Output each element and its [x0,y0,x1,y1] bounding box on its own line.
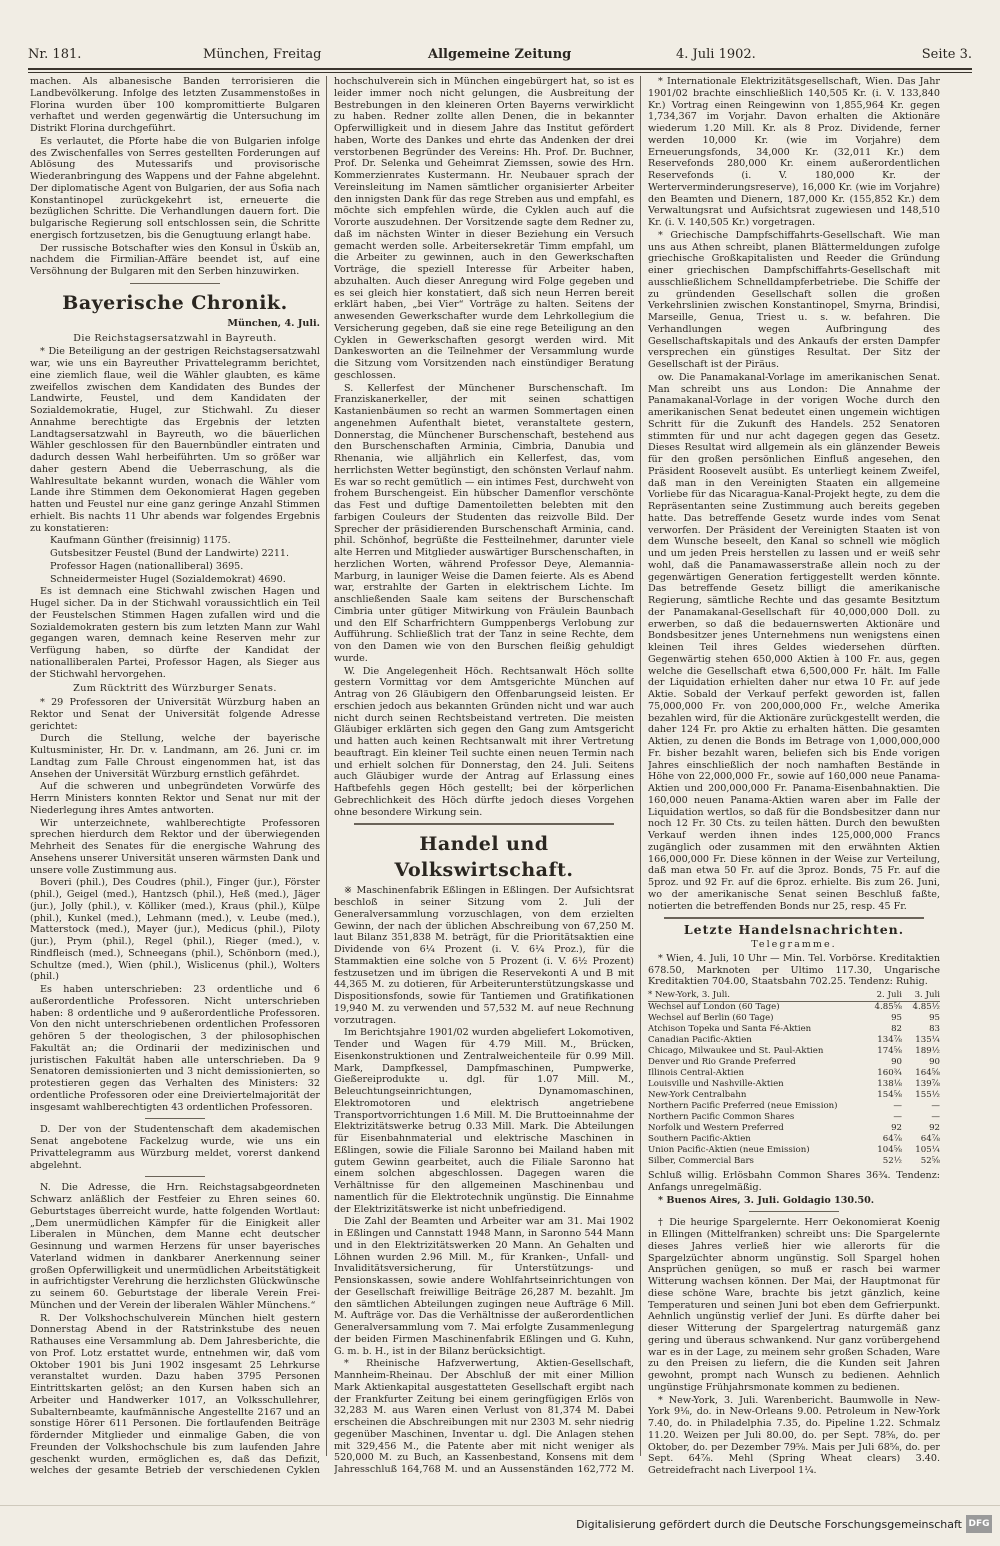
stock-row [648,1079,940,1090]
article-text: * 29 Professoren der Universität Würzburg haben an Rektor und Senat der Universität folgende Adresse gerichtet: [30,697,320,732]
stock-value-prev: 4.85⅝ [874,1002,902,1012]
stock-value-prev: 138⅛ [877,1079,902,1089]
divider [145,1176,205,1177]
stock-row [648,1046,940,1057]
section-title: Letzte Handelsnachrichten. [683,922,905,938]
article-text: * New-York, 3. Juli. Warenbericht. Baumwolle in New-York 9⅛, do. in New-Orleans 9.00. Petroleum in New-York 7.40, do. in Philadelphia 7.35, do. Pipeline 1.22. Schmalz 11.20. Weizen per Juli 80.00, do. per Sept. 78⅝, do. per Oktober, do. per Dezember 79⅝. Mais per Juli 68⅝, do. per Sept. 64⅞. Mehl (Spring Wheat clears) 3.40. Getreidefracht nach Liverpool 1¼. [648,1394,940,1476]
divider [749,1211,839,1212]
subsection-title: Telegramme. [751,939,837,950]
place-day: München, Freitag [203,47,322,62]
column-header: 3. Juli [902,990,940,1002]
stock-value-prev: — [893,1101,902,1111]
column-header: 2. Juli [864,990,902,1002]
stock-value-prev: 95 [891,1013,902,1023]
article-text: † Die heurige Spargelernte. Herr Oekonomierat Koenig in Ellingen (Mittelfranken) schreibt uns: Die Spargelernte dieses Jahres verließ hier wie allerorts für die Spargelzüchter abnorm ungünstig. Soll Spargel hohen Ansprüchen genügen, so muß er rasch bei warmer Witterung wachsen können. Der Mai, der Hauptmonat für diese schöne Ware, brachte bis jetzt gänzlich, keine Temperaturen und seinen Juni bot eben dem Gefrierpunkt. Aehnlich ungünstig verlief der Juni. Es dürfte daher bei dieser Witterung der Spargelertrag naturgemäß ganz gering und überaus schwankend. Nur ganz vorübergehend war es in der Lage, zu meinem sehr großen Schaden, Ware zu den Preisen zu liefern, die die Kunden seit Jahren gewohnt, prompt nach Wunsch zu bedienen. Aehnlich ungünstige Frühjahrsmonate kommen zu bedienen. [648,1217,940,1393]
stock-name: Wechsel auf Berlin (60 Tage) [648,1013,774,1023]
stock-row [648,1156,940,1167]
stock-name: Atchison Topeka und Santa Fé-Aktien [648,1024,812,1034]
stock-value-curr: 92 [929,1123,940,1133]
stock-row [648,1145,940,1156]
divider [130,283,220,284]
stock-row [648,1024,940,1035]
stock-name: Louisville und Nashville-Aktien [648,1079,784,1089]
article-text: * Rheinische Hafzverwertung, Aktien-Gesellschaft, Mannheim-Rheinau. Der Abschluß der mit einer Million Mark Aktienkapital ausgestatteten Gesellschaft ergibt nach der Frankfurter Zeitung bei einem geringfügigen Erlös von 32,283 M. aus Waren einen Verlust von 81,374 M. Dabei erscheinen die Abschreibungen mit nur 2303 M. sehr niedrig gegenüber Maschinen, Inventar u. dgl. Die Anlagen stehen mit 329,456 M., die Patente aber mit nicht weniger als 520,000 M. zu Buch, an Kassenbestand, Konsens mit dem Jahresschluß 164,768 M. und an Aussenständen 162,772 M. [334,1358,634,1475]
stock-value-curr: 189½ [915,1046,940,1056]
stock-row [648,1002,940,1014]
stock-value-prev: 174⅝ [877,1046,902,1056]
issue-date: 4. Juli 1902. [676,47,756,62]
stock-value-prev: — [893,1112,902,1122]
stock-value-curr: 135¼ [915,1035,940,1045]
column-left [30,76,320,1476]
article-text: N. Die Adresse, die Hrn. Reichstagsabgeordneten Schwarz anläßlich der Festfeier zu Ehren seines 60. Geburtstages überreicht wurde, hatte folgenden Wortlaut: „Dem unermüdlichen Kämpfer für die Einigkeit aller Liberalen in München, dem Manne echt deutscher Gesinnung und warmen Herzens für unser bayerisches Vaterland widmen in dankbarer Anerkennung seiner großen Opferwilligkeit und unermüdlichen Arbeitstätigkeit in aufrichtigster Verehrung die herzlichsten Glückwünsche zu seinem 60. Geburtstage der liberale Verein Frei-München und der Verein der liberalen Wähler Münchens.“ [30,1182,320,1311]
article-text: * Internationale Elektrizitätsgesellschaft, Wien. Das Jahr 1901/02 brachte einschließlich 140,505 Kr. (i. V. 133,840 Kr.) Vortrag einen Reingewinn von 1,855,964 Kr. gegen 1,734,367 im Vorjahr. Davon erhalten die Aktionäre wiederum 1.20 Mill. Kr. als 8 Proz. Dividende, ferner werden 10,000 Kr. (wie im Vorjahre) dem Erneuerungsfonds, 34,000 Kr. (32,011 Kr.) dem Reservefonds 280,000 Kr. einem außerordentlichen Reservefonds (i. V. 180,000 Kr. der Werterverminderungsreserve), 16,000 Kr. (wie im Vorjahre) den Beamten und Dienern, 187,000 Kr. (155,852 Kr.) dem Verwaltungsrat und Aufsichtsrat zugewiesen und 148,510 Kr. (i. V. 140,505 Kr.) vorgetragen. [648,76,940,228]
stock-value-curr: 64⅞ [920,1134,940,1144]
dateline: München, 4. Juli. [227,317,320,329]
article-text: Durch die Stellung, welche der bayerische Kultusminister, Hr. Dr. v. Landmann, am 26. Juni cr. im Landtag zum Falle Chroust eingenommen hat, ist das Ansehen der Universität Würzburg ernstlich gefährdet. [30,733,320,780]
article-text: Im Berichtsjahre 1901/02 wurden abgeliefert Lokomotiven, Tender und Wagen für 4.79 Mill. M., Brücken, Eisenkonstruktionen und Zentralweichenteile für 0.99 Mill. Mark, Dampfkessel, Dampfmaschinen, Pumpwerke, Gießereiprodukte u. dgl. für 1.07 Mill. M., Beleuchtungseinrichtungen, Dynamomaschinen, Elektromotoren und elektrisch angetriebene Transportvorrichtungen 1.6 Mill. M. Die Bruttoeinnahme der Elektrizitätswerke betrug 0.33 Mill. Mark. Die Abteilungen für Eisenbahnmaterial und elektrische Maschinen in Eßlingen, sowie die Filiale Saronno bei Mailand haben mit gutem Gewinn gearbeitet, auch die Filiale Saronno hat einem solchen abgeschlossen. Dagegen waren die Verhältnisse für den allgemeinen Maschinenbau und namentlich für die Elektrotechnik ungünstig. Die Einnahme der Elektrizitätswerke ist nicht unbefriedigend. [334,1027,634,1215]
article-text: Schluß willig. Erlösbahn Common Shares 36¾. Tendenz: Anfangs unregelmäßig. [648,1170,940,1193]
stock-value-prev: 154⅝ [877,1090,902,1100]
stock-value-prev: 90 [891,1057,902,1067]
article-text: R. Der Volkshochschulverein München hielt gestern Donnerstag Abend in der Ratstrinkstube des neuen Rathauses eine Versammlung ab. Dem Jahresberichte, die von Prof. Lotz erstattet wurde, entnehmen wir, daß vom Oktober 1901 bis Juni 1902 insgesamt 25 Lehrkurse veranstaltet wurden. Dazu haben 3795 Personen Eintrittskarten gelöst; an den Kursen haben sich an Arbeiter und Handwerker 1017, an Volksschullehrer, Subalternbeamte, kaufmännische Angestellte 2167 und an sonstige Hörer 611 Personen. Die fortlaufenden Beiträge fördernder Mitglieder und einmalige Gaben, die von Freunden der Volkshochschule bis zum laufenden Jahre geschenkt wurden, ermöglichen es, daß das Defizit, welches der gesamte Betrieb der verschiedenen Cyklen [30,1312,320,1476]
header-rule [28,68,972,70]
article-text: Es haben unterschrieben: 23 ordentliche und 6 außerordentliche Professoren. Nicht unterschrieben haben: 8 ordentliche und 9 außerordentliche Professoren. Von den nicht unterschriebenen ordentlichen Professoren gehören 5 der theologischen, 3 der philosophischen Fakultät an; die Ordinarii der medizinischen und juristischen Fakultät haben alle unterschrieben. Da 9 Senatoren demissionierten und 3 nicht demissionierten, so protestieren gegen das Verhalten des Ministers: 32 ordentliche Professoren oder eine Dreiviertelmajorität der insgesamt wahlberechtigten 43 ordentlichen Professoren. [30,984,320,1113]
stock-table-heading: * New-York, 3. Juli. [648,990,864,1002]
stock-name: Denver und Rio Grande Preferred [648,1057,796,1067]
footer-rule [0,1505,1000,1506]
stock-value-prev: 64⅞ [882,1134,902,1144]
stock-value-curr: 4.85½ [912,1002,940,1012]
stock-name: Norfolk und Western Preferred [648,1123,784,1133]
article-text: Es ist demnach eine Stichwahl zwischen Hagen und Hugel sicher. Da in der Stichwahl voraussichtlich ein Teil der Feustelschen Stimmen Hagen zufallen wird und die Sozialdemokraten gestern bis zum letzten Mann zur Wahl gegangen waren, demnach keine Reserven mehr zur Verfügung haben, so dürfte der Kandidat der nationalliberalen Partei, Professor Hagen, als Sieger aus der Stichwahl hervorgehen. [30,586,320,680]
divider [145,1118,205,1119]
column-divider [326,76,327,1456]
article-text: Der russische Botschafter wies den Konsul in Üsküb an, nachdem die Firmilian-Affäre beendet ist, auf eine Versöhnung der Bulgaren mit den Serben hinzuwirken. [30,242,320,277]
stock-row [648,1013,940,1024]
stock-name: Wechsel auf London (60 Tage) [648,1002,780,1012]
stock-row [648,1112,940,1123]
stock-value-prev: 52½ [882,1156,902,1166]
divider [354,823,614,825]
divider [664,917,924,919]
article-text: machen. Als albanesische Banden terrorisieren die Landbevölkerung. Infolge des letzten Zusammenstoßes in Florina wurden über 100 kompromittierte Bulgaren verhaftet und werden gegenwärtig die Untersuchung im Distrikt Florina durchgeführt. [30,76,320,134]
newspaper-title: Allgemeine Zeitung [428,47,572,62]
stock-value-curr: 164⅝ [915,1068,940,1078]
digitization-credit: Digitalisierung gefördert durch die Deutsche Forschungsgemeinschaft [576,1518,962,1531]
stock-name: Chicago, Milwaukee und St. Paul-Aktien [648,1046,824,1056]
stock-value-curr: — [931,1112,940,1122]
stock-value-curr: — [931,1101,940,1111]
dfg-logo: DFG [966,1515,992,1533]
stock-value-curr: 83 [929,1024,940,1034]
stock-name: Silber, Commercial Bars [648,1156,754,1166]
article-text: D. Der von der Studentenschaft dem akademischen Senat angebotene Fackelzug wurde, wie uns ein Privattelegramm aus Würzburg meldet, vorerst dankend abgelehnt. [30,1124,320,1171]
article-text: hochschulverein sich in München eingebürgert hat, so ist es leider immer noch nicht gelungen, die Ausbreitung der Bestrebungen in den kleineren Orten Bayerns verwirklicht zu haben. Redner zollte allen Denen, die in bekannter Opferwilligkeit und in diesem Jahre das Institut gefördert haben, Worte des Dankes und ehrte das Andenken der drei verstorbenen Begründer des Vereins: Hh. Prof. Dr. Buchner, Prof. Dr. Selenka und Geheimrat Ziemssen, sowie des Hrn. Kommerzienrates Kustermann. Hr. Neubauer sprach der Vereinsleitung im Namen sämtlicher organisierter Arbeiter den innigsten Dank für das rege Streben aus und empfahl, es möchte sich empfehlen würde, die Cyklen auch auf die Vororte auszudehnen. Der Vorsitzende sagte dem Redner zu, daß im nächsten Winter in dieser Beziehung ein Versuch gemacht werden solle. Arbeitersekretär Timm empfahl, um die Arbeiter zu gewinnen, auch in den Gewerkschaften Vorträge, die speziell Interesse für Arbeiter haben, abzuhalten. Auch dieser Anregung wird Folge gegeben und es sei gleich hier konstatiert, daß sich neun Herren bereit erklärt haben, „bei Vier“ Vorträge zu halten. Seitens der anwesenden Gewerkschafter wurde dem Lehrkollegium die Versicherung gegeben, daß sie eine rege Beteiligung an den Cyklen in Gewerkschaften gesorgt werden wird. Mit Dankesworten an die Teilnehmer der Versammlung wurde die Sitzung vom Vorsitzenden nach einstündiger Beratung geschlossen. [334,76,634,381]
stock-name: New-York Centralbahn [648,1090,747,1100]
article-text: * Wien, 4. Juli, 10 Uhr — Min. Tel. Vorbörse. Kreditaktien 678.50, Marknoten per Ultimo 117.30, Ungarische Kreditaktien 704.00, Staatsbahn 702.25. Tendenz: Ruhig. [648,952,940,988]
stock-value-prev: 82 [891,1024,902,1034]
signatories: Boveri (phil.), Des Coudres (phil.), Finger (jur.), Förster (phil.), Geigel (med.), Hantzsch (phil.), Heß (med.), Jäger (jur.), Jolly (phil.), v. Kölliker (med.), Kraus (phil.), Külpe (phil.), Kunkel (med.), Lehmann (med.), v. Leube (med.), Matterstock (med.), Mayer (jur.), Medicus (phil.), Piloty (jur.), Prym (phil.), Regel (phil.), Rieger (med.), v. Rindfleisch (med.), Schneegans (phil.), Schönborn (med.), Schultze (med.), Wien (phil.), Wislicenus (phil.), Wolters (phil.) [30,877,320,983]
stock-row [648,1090,940,1101]
article-heading: Zum Rücktritt des Würzburger Senats. [73,683,277,695]
article-text: * Buenos Aires, 3. Juli. Goldagio 130.50. [658,1194,875,1206]
stock-value-curr: 105¼ [915,1145,940,1155]
article-text: ow. Die Panamakanal-Vorlage im amerikanischen Senat. Man schreibt uns aus London: Die Annahme der Panamakanal-Vorlage in der vorigen Woche durch den amerikanischen Senat bedeutet einen ungemein wichtigen Schritt für die Zukunft des Handels. 252 Senatoren stimmten für und nur acht dagegen gegen das Gesetz. Dieses Resultat wird allgemein als ein glänzender Beweis für den großen persönlichen Einfluß angesehen, den Präsident Roosevelt ausübt. Es unterliegt keinem Zweifel, daß man in den Vereinigten Staaten ein allgemeine Vorliebe für das Nicaragua-Kanal-Projekt hegte, zu dem die Repräsentanten seine Zustimmung auch bereits gegeben hatte. Das betreffende Gesetz wurde indes vom Senat verworfen. Der Präsident der Vereinigten Staaten ist von dem Wunsche beseelt, den Kanal so schnell wie möglich und um jeden Preis herstellen zu lassen und er weiß sehr wohl, daß die Panamawasserstraße allein noch zu der gegenwärtigen Generation fertiggestellt werden könnte. Das betreffende Gesetz billigt die amerikanische Regierung, sämtliche Rechte und das gesamte Besitztum der Panamakanal-Gesellschaft für 40,000,000 Doll. zu erwerben, so daß die bedauernswerten Aktionäre und Bondsbesitzer jenes Unternehmens nun wenigstens einen kleinen Teil ihres Geldes wiedersehen dürften. Gegenwärtig stehen 650,000 Aktien à 100 Fr. aus, gegen welche die Gesellschaft etwa 6,500,000 Fr. hält. Im Falle der Liquidation erhielten daher nur etwa 10 Fr. auf jede Aktie. Sobald der Verkauf perfekt geworden ist, fallen 75,000,000 Fr. von 200,000,000 Fr., welche Amerika bezahlen wird, für die Aktionäre zurückgestellt werden, die daher 124 Fr. pro Aktie zu erhalten hätten. Die gesamten Aktien, zu denen die Bonds im Betrage von 1,000,000,000 Fr. bisher bezahlt waren, beliefen sich bis Ende vorigen Jahres einschließlich der noch namhaften Bestände in Höhe von 22,000,000 Fr., sowie auf 160,000 neue Panama-Aktien und 200,000,000 Fr. Panama-Eisenbahnaktien. Die 160,000 neuen Panama-Aktien waren aber im Falle der Liquidation wertlos, so daß für die Bondsbesitzer dann nur noch 12 Fr. 30 Cts. zu teilen hätten. Durch den bewußten Verkauf werden ihnen indes 125,000,000 Francs zugänglich oder zusammen mit den erwähnten Aktien 166,000,000 Fr. Diese können in der Weise zur Verteilung, daß man etwa 50 Fr. auf die 3proz. Bonds, 75 Fr. auf die 5proz. und 92 Fr. auf die 6proz. erhielte. Bis zum 26. Juni, wo der amerikanische Senat seinen Beschluß faßte, notierten die betreffenden Bonds nur 25, resp. 45 Fr. [648,371,940,912]
stock-name: Canadian Pacific-Aktien [648,1035,752,1045]
article-text: Wir unterzeichnete, wahlberechtigte Professoren sprechen hierdurch dem Rektor und der überwiegenden Mehrheit des Senates für die energische Wahrung des Ansehens unserer Universität unseren wärmsten Dank und unsere volle Zustimmung aus. [30,817,320,876]
article-text: Auf die schweren und unbegründeten Vorwürfe des Herrn Ministers konnten Rektor und Senat nur mit der Niederlegung ihres Amtes antworten. [30,781,320,816]
stock-name: Union Pacific-Aktien (neue Emission) [648,1145,810,1155]
stock-value-curr: 155½ [915,1090,940,1100]
article-text: Die Zahl der Beamten und Arbeiter war am 31. Mai 1902 in Eßlingen und Cannstatt 1948 Mann, in Saronno 544 Mann und in den Elektrizitätswerken 20 Mann. An Gehalten und Löhnen wurden 2.96 Mill. M., für Kranken-, Unfall- und Invaliditätsversicherung, für Unterstützungs- und Pensionskassen, sowie andere Wohlfahrtseinrichtungen von der Gesellschaft freiwillige Beiträge 26,287 M. bezahlt. Jm den sämtlichen Abteilungen zugingen neue Aufträge 6 Mill. M. Aufträge vor. Das die Verhältnisse der außerordentlichen Generalversammlung vom 7. Mai erfolgte Zusammenlegung der beiden Firmen Maschinenfabrik Eßlingen und G. Kuhn, G. m. b. H., ist in der Bilanz berücksichtigt. [334,1216,634,1357]
column-divider [640,76,641,1456]
stock-value-prev: 92 [891,1123,902,1133]
column-middle [334,76,634,1476]
stock-row [648,1134,940,1145]
stock-table [648,990,940,1167]
stock-row [648,1101,940,1112]
stock-value-prev: 104⅝ [877,1145,902,1155]
article-heading: Die Reichstagsersatzwahl in Bayreuth. [73,332,277,344]
page-header [28,44,972,66]
stock-row [648,1057,940,1068]
stock-name: Southern Pacific-Aktien [648,1134,751,1144]
stock-name: Illinois Central-Aktien [648,1068,745,1078]
stock-value-prev: 134⅞ [877,1035,902,1045]
result-line: Gutsbesitzer Feustel (Bund der Landwirte) 2211. [50,548,290,559]
stock-name: Northern Pacific Preferred (neue Emission) [648,1101,838,1111]
page-number: Seite 3. [921,47,972,62]
section-title: Bayerische Chronik. [62,291,288,314]
stock-value-curr: 90 [929,1057,940,1067]
result-line: Professor Hagen (nationalliberal) 3695. [50,560,244,572]
article-text: W. Die Angelegenheit Höch. Rechtsanwalt Höch sollte gestern Vormittag vor dem Amtsgerichte München auf Antrag von 26 Gläubigern den Offenbarungseid leisten. Er erschien jedoch aus bekannten Gründen nicht und war auch nicht durch seinen Rechtsbeistand vertreten. Die meisten Gläubiger erklärten sich gegen den Gang zum Amtsgericht und hatten auch keinen Rechtsanwalt mit ihrer Vertretung beauftragt. Ein kleiner Teil suchte einen neuen Termin nach und erhielt solchen für Donnerstag, den 24. Juli. Seitens auch Gläubiger wurde der Antrag auf Erlassung eines Haftbefehls gegen Höch gestellt; bei der körperlichen Gebrechlichkeit des Höch dürfte jedoch dieses Vorgehen ohne besondere Wirkung sein. [334,665,634,818]
article-text: Es verlautet, die Pforte habe die von Bulgarien infolge des Zwischenfalles von Serres gestellten Forderungen auf Ablösung des Mutessarifs und provisorische Wiederanbringung des Wappens und der Fahne abgelehnt. Der diplomatische Agent von Bulgarien, der aus Sofia nach Konstantinopel zurückgekehrt ist, erneuerte die bezüglichen Schritte. Die Verhandlungen dauern fort. Die bulgarische Regierung soll entschlossen sein, die Schritte energisch fortzusetzen, bis die Genugtuung erlangt habe. [30,135,320,241]
result-line: Kaufmann Günther (freisinnig) 1175. [50,535,231,547]
stock-row [648,1123,940,1134]
issue-number: Nr. 181. [28,47,82,62]
article-text: ※ Maschinenfabrik Eßlingen in Eßlingen. Der Aufsichtsrat beschloß in seiner Sitzung vom 2. Juli der Generalversammlung vorzuschlagen, von dem erzielten Gewinn, der nach der üblichen Abschreibung von 67,250 M. laut Bilanz 351,838 M. beträgt, für die Prioritätsaktien eine Dividende von 6¼ Prozent (i. V. 6¼ Proz.), für die Stammaktien eine solche von 5 Prozent (i. V. 6½ Prozent) festzusetzen und im übrigen die Reservekonti A und B mit 44,365 M. zu dotieren, für Arbeiterunterstützungskasse und Dispositionsfonds, sowie für Tantiemen und Gratifikationen 19,940 M. zu verwenden und 57,532 M. auf neue Rechnung vorzutragen. [334,885,634,1026]
section-title: Handel und Volkswirtschaft. [394,833,574,882]
article-text: * Griechische Dampfschiffahrts-Gesellschaft. Wie man uns aus Athen schreibt, planen Blättermeldungen zufolge griechische Großkapitalisten und Reeder die Gründung einer griechischen Dampfschiffahrts-Gesellschaft mit ausschließlichem Schnelldampferbetriebe. Die Schiffe der zu gründenden Gesellschaft sollen die großen Verkehrslinien zwischen Konstantinopel, Smyrna, Brindisi, Marseille, Genua, Triest u. s. w. befahren. Die Verhandlungen wegen Aufbringung des Gesellschaftskapitals und des Ankaufs der ersten Dampfer versprechen ein günstiges Resultat. Der Sitz der Gesellschaft ist der Piräus. [648,229,940,370]
article-text: S. Kellerfest der Münchener Burschenschaft. Im Franziskanerkeller, der mit seinen schattigen Kastanienbäumen so recht an warmen Sommertagen einen angenehmen Aufenthalt bietet, veranstaltete gestern, Donnerstag, die Münchener Burschenschaft, bestehend aus den Burschenschaften Arminia, Cimbria, Danubia und Rhenania, wie alljährlich ein Kellerfest, das, vom herrlichsten Wetter begünstigt, den schönsten Verlauf nahm. Es war so recht gemütlich — ein intimes Fest, durchweht von frohem Burschengeist. Ein hübscher Damenflor verschönte das Fest und duftige Damentoiletten belebten mit den farbigen Couleurs der Studenten das reizvolle Bild. Der Sprecher der präsidierenden Burschenschaft Arminia, cand. phil. Schönhof, begrüßte die Festteilnehmer, darunter viele alte Herren und Mitglieder auswärtiger Burschenschaften, in herzlichen Worten, während Professor Deye, Alemannia-Marburg, in launiger Weise die Damen feierte. Als es Abend war, erstrahlte der Garten in elektrischem Lichte. Im anschließenden Saale kam seitens der Burschenschaft Cimbria unter gütiger Mitwirkung von Fräulein Baunbach und den Elf Scharfrichtern Gumppenbergs Verlobung zur Aufführung. Schließlich trat der Tanz in seine Rechte, dem von den Damen wie von den Burschen fleißig gehuldigt wurde. [334,382,634,664]
stock-value-prev: 160¾ [877,1068,902,1078]
header-rule-thin [28,72,972,73]
stock-row [648,1068,940,1079]
stock-value-curr: 139⅞ [915,1079,940,1089]
stock-name: Northern Pacific Common Shares [648,1112,795,1122]
stock-value-curr: 52⅝ [920,1156,940,1166]
column-right [648,76,940,1476]
stock-row [648,1035,940,1046]
article-text: * Die Beteiligung an der gestrigen Reichstagsersatzwahl war, wie uns ein Bayreuther Privattelegramm berichtet, eine ziemlich flaue, weil die Wähler glaubten, es käme zweifellos zwischen dem Kandidaten des Bundes der Landwirte, Feustel, und dem Kandidaten der Sozialdemokratie, Hugel, zur Stichwahl. Zu dieser Annahme berechtigte das Ergebnis der letzten Landtagsersatzwahl in Bayreuth, wo die bäuerlichen Wähler geschlossen für den Bauernbündler eintraten und dadurch dessen Wahl herbeiführten. Um so größer war daher gestern Abend die Ueberraschung, als die Wahlresultate bekannt wurden, wonach die Wähler vom Lande ihre Stimmen dem Oekonomierat Hagen gegeben hatten und Feustel nur eine ganz geringe Anzahl Stimmen erhielt. Bis nachts 11 Uhr abends war folgendes Ergebnis zu konstatieren: [30,346,320,534]
result-line: Schneidermeister Hugel (Sozialdemokrat) 4690. [50,573,286,585]
stock-value-curr: 95 [929,1013,940,1023]
